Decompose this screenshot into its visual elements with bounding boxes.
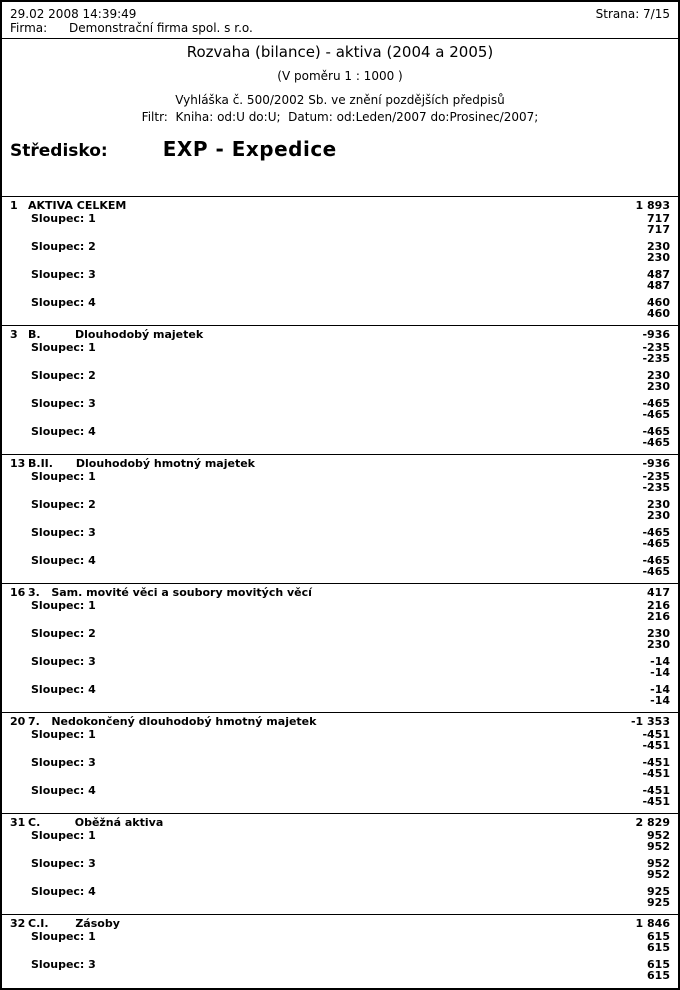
column-group (10, 931, 670, 953)
column-value: 487 (647, 268, 670, 281)
report-datetime: 29.02 2008 14:39:49 (10, 7, 137, 21)
column-value: -465 (642, 397, 670, 410)
column-value-row (10, 437, 670, 448)
column-value: 615 (647, 969, 670, 982)
report-title: Rozvaha (bilance) - aktiva (2004 a 2005) (186, 43, 494, 61)
column-value-row (10, 510, 670, 521)
column-value: -235 (642, 352, 670, 365)
section-row-number: 13 (10, 457, 26, 470)
cost-center-label: Středisko: (10, 141, 108, 161)
column-group (10, 426, 670, 448)
column-value: 216 (647, 599, 670, 612)
column-label: Sloupec: 1 (31, 829, 96, 842)
column-value-row (10, 639, 670, 650)
column-label: Sloupec: 2 (31, 498, 96, 511)
section-header-row (10, 457, 670, 470)
section-row-number: 16 (10, 586, 26, 599)
column-row (10, 886, 670, 897)
column-value: 230 (647, 638, 670, 651)
column-value: 952 (647, 868, 670, 881)
column-label: Sloupec: 4 (31, 683, 96, 696)
firm-name: Demonstrační firma spol. s r.o. (69, 21, 253, 35)
column-row (10, 527, 670, 538)
column-value-row (10, 897, 670, 908)
column-row (10, 213, 670, 224)
column-row (10, 269, 670, 280)
column-row (10, 471, 670, 482)
column-group (10, 527, 670, 549)
column-value-row (10, 667, 670, 678)
column-value: 925 (647, 885, 670, 898)
section-total-value: -1 353 (630, 715, 670, 728)
column-value: 615 (647, 958, 670, 971)
column-label: Sloupec: 3 (31, 526, 96, 539)
column-row (10, 684, 670, 695)
section-header-row (10, 586, 670, 599)
section-total-value: 2 829 (635, 816, 670, 829)
column-value: 952 (647, 829, 670, 842)
page-header-row (2, 2, 678, 21)
column-value: -14 (650, 683, 670, 696)
column-value: -451 (642, 795, 670, 808)
column-row (10, 370, 670, 381)
column-label: Sloupec: 4 (31, 296, 96, 309)
column-value: -451 (642, 784, 670, 797)
column-label: Sloupec: 3 (31, 397, 96, 410)
column-value-row (10, 611, 670, 622)
column-row (10, 499, 670, 510)
column-group (10, 729, 670, 751)
section-header-row (10, 715, 670, 728)
section-row-number: 32 (10, 917, 26, 930)
column-value-row (10, 409, 670, 420)
column-value: 615 (647, 941, 670, 954)
column-label: Sloupec: 1 (31, 212, 96, 225)
column-label: Sloupec: 2 (31, 627, 96, 640)
report-section (2, 325, 678, 448)
column-label: Sloupec: 2 (31, 240, 96, 253)
column-label: Sloupec: 3 (31, 958, 96, 971)
column-value: -465 (642, 408, 670, 421)
firm-label: Firma: (10, 21, 48, 35)
cost-center-row (2, 137, 678, 163)
column-value-row (10, 869, 670, 880)
column-value-row (10, 566, 670, 577)
report-section (2, 712, 678, 807)
column-value-row (10, 970, 670, 981)
section-header-row (10, 816, 670, 829)
column-row (10, 342, 670, 353)
column-value: 925 (647, 896, 670, 909)
cost-center-value: EXP - Expedice (162, 137, 337, 161)
column-value-row (10, 353, 670, 364)
column-group (10, 785, 670, 807)
column-group (10, 499, 670, 521)
column-value-row (10, 942, 670, 953)
column-row (10, 830, 670, 841)
column-value: -465 (642, 436, 670, 449)
section-total-value: -936 (642, 328, 670, 341)
column-value-row (10, 796, 670, 807)
section-row-number: 1 (10, 199, 18, 212)
column-label: Sloupec: 4 (31, 885, 96, 898)
column-value-row (10, 768, 670, 779)
section-header-row (10, 917, 670, 930)
column-row (10, 729, 670, 740)
section-title: 7. Nedokončený dlouhodobý hmotný majetek (28, 715, 317, 728)
column-group (10, 269, 670, 291)
column-value: -451 (642, 728, 670, 741)
column-value: -465 (642, 526, 670, 539)
column-group (10, 628, 670, 650)
section-row-number: 20 (10, 715, 26, 728)
column-row (10, 785, 670, 796)
column-value: 230 (647, 498, 670, 511)
column-group (10, 370, 670, 392)
column-value: -465 (642, 425, 670, 438)
column-value: 230 (647, 369, 670, 382)
report-section (2, 914, 678, 981)
column-row (10, 241, 670, 252)
report-body (2, 196, 678, 981)
column-value: 487 (647, 279, 670, 292)
column-value: 952 (647, 857, 670, 870)
section-header-row (10, 199, 670, 212)
column-value-row (10, 482, 670, 493)
column-row (10, 398, 670, 409)
section-header-row (10, 328, 670, 341)
column-value: -14 (650, 655, 670, 668)
column-label: Sloupec: 3 (31, 655, 96, 668)
column-row (10, 600, 670, 611)
column-group (10, 959, 670, 981)
column-value: -451 (642, 739, 670, 752)
report-section (2, 813, 678, 908)
column-row (10, 931, 670, 942)
column-row (10, 628, 670, 639)
column-group (10, 555, 670, 577)
column-label: Sloupec: 4 (31, 425, 96, 438)
column-row (10, 757, 670, 768)
report-section (2, 583, 678, 706)
section-title: B. Dlouhodobý majetek (28, 328, 204, 341)
column-value: -235 (642, 341, 670, 354)
column-label: Sloupec: 3 (31, 756, 96, 769)
column-group (10, 656, 670, 678)
column-row (10, 959, 670, 970)
column-value: -451 (642, 756, 670, 769)
column-value: -465 (642, 537, 670, 550)
column-group (10, 684, 670, 706)
column-value: -465 (642, 554, 670, 567)
column-group (10, 297, 670, 319)
report-section (2, 454, 678, 577)
section-total-value: 1 846 (635, 917, 670, 930)
column-value: 230 (647, 251, 670, 264)
column-row (10, 858, 670, 869)
column-value-row (10, 538, 670, 549)
column-value: -235 (642, 470, 670, 483)
column-value: 216 (647, 610, 670, 623)
section-row-number: 3 (10, 328, 18, 341)
column-value: 230 (647, 380, 670, 393)
column-group (10, 757, 670, 779)
column-value-row (10, 695, 670, 706)
column-label: Sloupec: 3 (31, 268, 96, 281)
column-label: Sloupec: 4 (31, 554, 96, 567)
column-value: -14 (650, 666, 670, 679)
column-group (10, 398, 670, 420)
column-group (10, 858, 670, 880)
column-value-row (10, 224, 670, 235)
column-value: -235 (642, 481, 670, 494)
column-group (10, 213, 670, 235)
column-row (10, 555, 670, 566)
column-value: 717 (647, 212, 670, 225)
report-ratio: (V poměru 1 : 1000 ) (277, 69, 403, 83)
column-group (10, 471, 670, 493)
column-value: 615 (647, 930, 670, 943)
column-value: 460 (647, 296, 670, 309)
section-total-value: 1 893 (635, 199, 670, 212)
firm-row (2, 21, 678, 35)
column-label: Sloupec: 2 (31, 369, 96, 382)
section-title: 3. Sam. movité věci a soubory movitých věcí (28, 586, 312, 599)
column-row (10, 426, 670, 437)
report-law: Vyhláška č. 500/2002 Sb. ve znění pozdějších předpisů (175, 93, 505, 107)
column-label: Sloupec: 3 (31, 857, 96, 870)
column-value-row (10, 381, 670, 392)
report-filter: Filtr: Kniha: od:U do:U; Datum: od:Leden/2007 do:Prosinec/2007; (141, 110, 539, 124)
column-value: 230 (647, 240, 670, 253)
column-group (10, 600, 670, 622)
section-title: C.I. Zásoby (28, 917, 120, 930)
column-label: Sloupec: 1 (31, 341, 96, 354)
column-label: Sloupec: 1 (31, 599, 96, 612)
column-group (10, 342, 670, 364)
column-value: -465 (642, 565, 670, 578)
column-label: Sloupec: 1 (31, 728, 96, 741)
column-group (10, 241, 670, 263)
column-label: Sloupec: 1 (31, 470, 96, 483)
column-value-row (10, 280, 670, 291)
column-value: 952 (647, 840, 670, 853)
column-value: 717 (647, 223, 670, 236)
column-value: 230 (647, 627, 670, 640)
column-value-row (10, 740, 670, 751)
column-value: -451 (642, 767, 670, 780)
column-value-row (10, 252, 670, 263)
section-title: B.II. Dlouhodobý hmotný majetek (28, 457, 255, 470)
column-row (10, 297, 670, 308)
column-value-row (10, 308, 670, 319)
column-row (10, 656, 670, 667)
page-number: Strana: 7/15 (595, 7, 670, 21)
column-value: 460 (647, 307, 670, 320)
column-value: -14 (650, 694, 670, 707)
column-value-row (10, 841, 670, 852)
header-divider (2, 38, 678, 39)
section-title: AKTIVA CELKEM (28, 199, 127, 212)
column-label: Sloupec: 1 (31, 930, 96, 943)
section-title: C. Oběžná aktiva (28, 816, 164, 829)
column-label: Sloupec: 4 (31, 784, 96, 797)
section-total-value: 417 (647, 586, 670, 599)
column-value: 230 (647, 509, 670, 522)
section-row-number: 31 (10, 816, 26, 829)
section-total-value: -936 (642, 457, 670, 470)
column-group (10, 830, 670, 852)
column-group (10, 886, 670, 908)
report-section (2, 196, 678, 319)
